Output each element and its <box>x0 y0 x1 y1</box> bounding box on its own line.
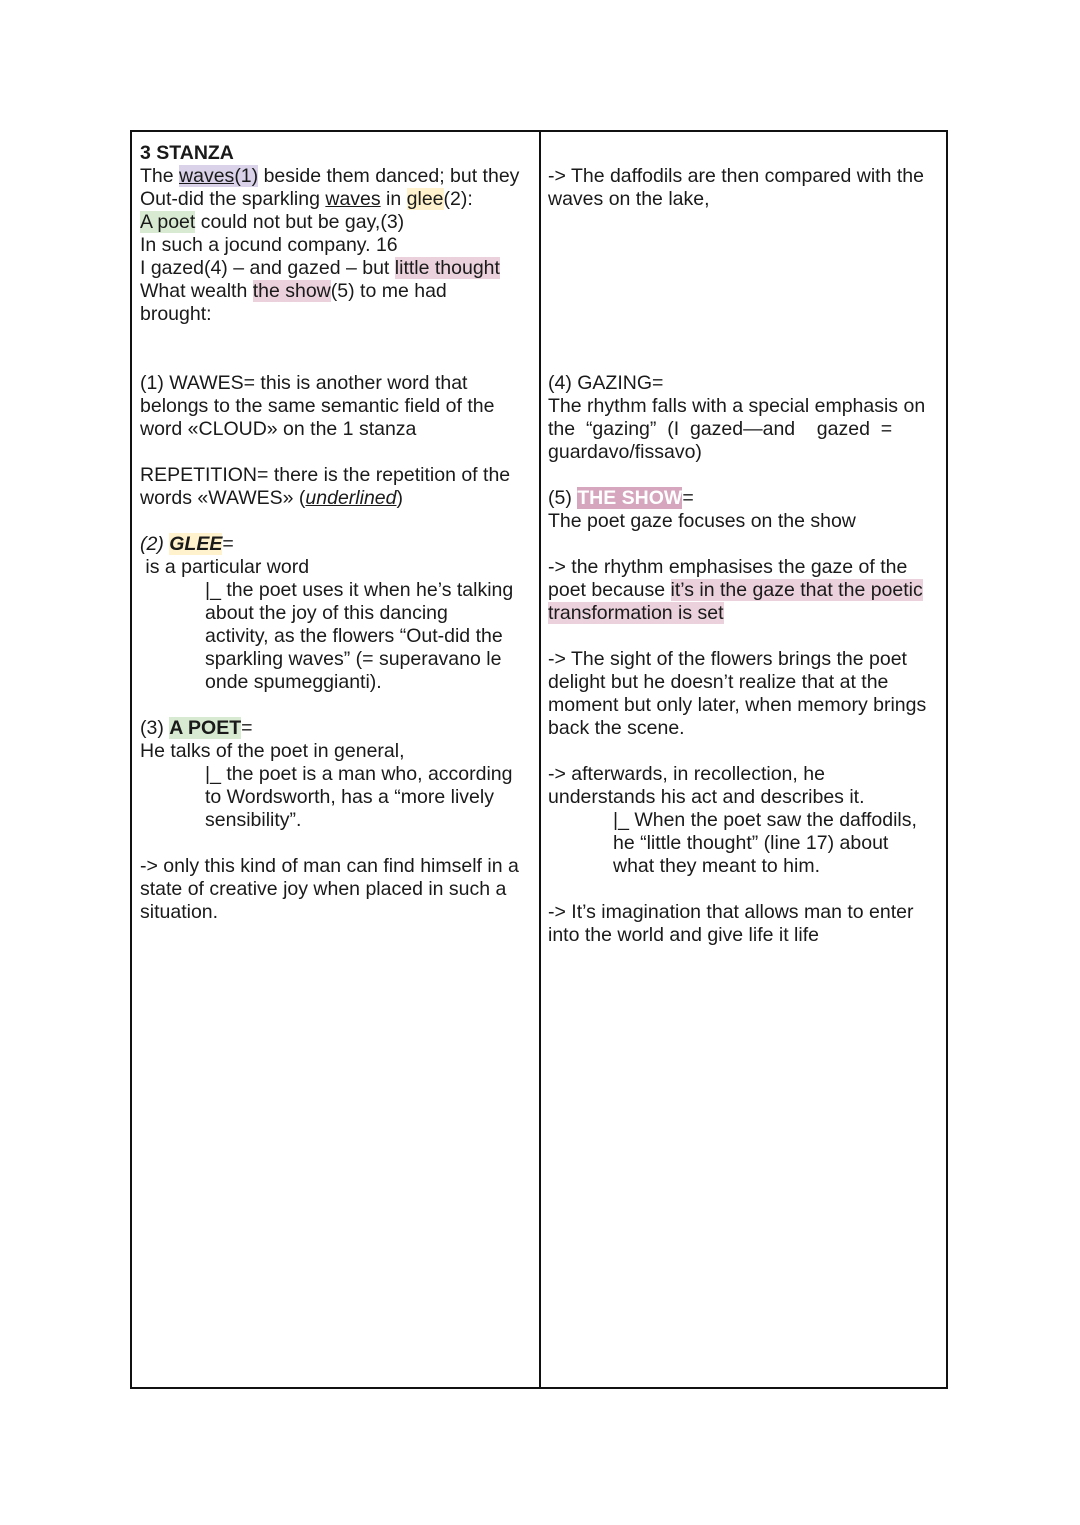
note-2-line: is a particular word <box>140 556 310 578</box>
repetition-line: REPETITION= there is the repetition of the <box>140 464 511 486</box>
poem-line-5: I gazed(4) – and gazed – but little thought <box>140 257 500 279</box>
note-2-indent: |_ the poet uses it when he’s talking about the joy of this dancing activity, as the flowers “Out-did the sparkling waves” (= superavano le onde spumeggianti). <box>205 579 514 693</box>
afterwards-line: understands his act and describes it. <box>548 786 865 808</box>
highlight-a-poet-heading: A POET <box>169 717 242 739</box>
poem-line-7: brought: <box>140 303 212 325</box>
highlight-little-thought: little thought <box>394 257 500 279</box>
note-3-paragraph: situation. <box>140 901 219 923</box>
intro-line: waves on the lake, <box>548 188 710 210</box>
right-column <box>548 142 938 947</box>
notes-table <box>130 130 948 1389</box>
repetition-line: words «WAWES» (underlined) <box>140 487 403 509</box>
note-2-heading: (2) GLEE= <box>140 533 234 555</box>
column-divider <box>539 132 541 1387</box>
note-3-indent: |_ the poet is a man who, according to Wordsworth, has a “more lively sensibility”. <box>205 763 513 831</box>
note-1-line: (1) WAWES= this is another word that <box>140 372 468 394</box>
poem-line-3: A poet could not but be gay,(3) <box>140 211 405 233</box>
imagination-line: -> It’s imagination that allows man to enter <box>548 901 914 923</box>
highlight-a-poet: A poet <box>140 211 196 233</box>
note-1-line: belongs to the same semantic field of the <box>140 395 495 417</box>
highlight-waves: waves <box>179 165 235 187</box>
sight-line: back the scene. <box>548 717 685 739</box>
highlight-the-show-heading: THE SHOW <box>577 487 683 509</box>
sight-line: delight but he doesn’t realize that at the <box>548 671 889 693</box>
note-5-line: The poet gaze focuses on the show <box>548 510 856 532</box>
intro-line: -> The daffodils are then compared with the <box>548 165 924 187</box>
rhythm-line: transformation is set <box>548 602 724 624</box>
sight-line: -> The sight of the flowers brings the poet <box>548 648 907 670</box>
sight-line: moment but only later, when memory brings <box>548 694 927 716</box>
left-column <box>140 142 532 924</box>
note-3-heading: (3) A POET= <box>140 717 253 739</box>
note-3-paragraph: state of creative joy when placed in such a <box>140 878 507 900</box>
highlight-the-show: the show <box>252 280 331 302</box>
highlight-glee: glee <box>406 188 444 210</box>
imagination-line: into the world and give life it life <box>548 924 819 946</box>
note-3-paragraph: -> only this kind of man can find himself in a <box>140 855 519 877</box>
poem-line-1: The waves(1) beside them danced; but they <box>140 165 520 187</box>
poem-line-2: Out-did the sparkling waves in glee(2): <box>140 188 473 210</box>
note-5-heading: (5) THE SHOW= <box>548 487 694 509</box>
highlight-gaze: it’s in the gaze that the poetic <box>670 579 923 601</box>
highlight-glee-heading: GLEE <box>169 533 223 555</box>
note-4-line: the “gazing” (I gazed—and gazed = <box>548 418 893 440</box>
note-4-line: The rhythm falls with a special emphasis on <box>548 395 926 417</box>
poem-line-4: In such a jocund company. 16 <box>140 234 398 256</box>
stanza-title: 3 STANZA <box>140 142 234 164</box>
rhythm-line: -> the rhythm emphasises the gaze of the <box>548 556 908 578</box>
poem-line-6: What wealth the show(5) to me had <box>140 280 447 302</box>
rhythm-line: poet because it’s in the gaze that the poetic <box>548 579 923 601</box>
note-4-heading: (4) GAZING= <box>548 372 664 394</box>
afterwards-indent: |_ When the poet saw the daffodils, he “little thought” (line 17) about what they meant to him. <box>613 809 917 877</box>
afterwards-line: -> afterwards, in recollection, he <box>548 763 825 785</box>
note-3-line: He talks of the poet in general, <box>140 740 405 762</box>
note-1-line: word «CLOUD» on the 1 stanza <box>140 418 417 440</box>
note-4-line: guardavo/fissavo) <box>548 441 702 463</box>
